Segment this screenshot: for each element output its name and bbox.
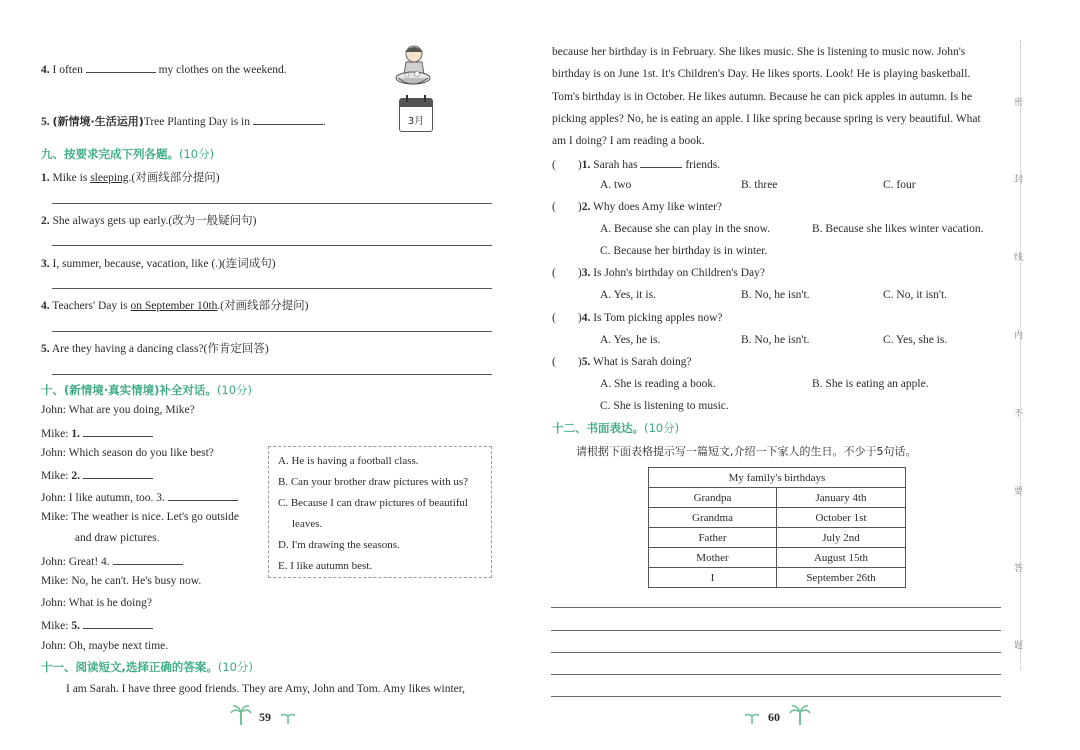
dialog-text: What is he doing? [68,597,152,609]
writing-line[interactable] [551,607,1001,608]
section-11-title: 十一、阅读短文,选择正确的答案。(10分) [41,660,253,674]
dialog-text: I like autumn, too. 3. [68,492,165,504]
question-text: Sarah has [593,159,638,171]
dialog-line [41,532,160,544]
option-a[interactable]: A. two [600,179,632,191]
answer-blank[interactable] [640,157,682,168]
option-b[interactable]: B. No, he isn't. [741,334,810,346]
margin-char: 要 [1014,487,1024,497]
option-b: B. Can your brother draw pictures with us? [278,476,469,488]
answer-blank[interactable] [253,114,323,125]
section-10-title: 十、(新情境·真实情境)补全对话。(10分) [41,383,252,397]
answer-blank[interactable] [86,62,156,73]
s9-question-1: 1. Mike is sleeping.(对画线部分提问) [41,172,220,184]
answer-blank[interactable] [83,468,153,479]
dialog-speaker: Mike: [41,575,69,587]
answer-paren-open: ( [552,312,556,324]
dialog-line [41,404,195,416]
s9-question-4: 4. Teachers' Day is on September 10th.(对画线部分提问) [41,300,309,312]
page-number: 60 [768,710,780,724]
palm-tree-icon [230,704,252,726]
option-a[interactable]: A. Yes, he is. [600,334,661,346]
family-birthdays-table [648,467,906,588]
dialog-text: 5. [71,620,80,632]
writing-line[interactable] [551,696,1001,697]
table-row: I September 26th [649,568,906,588]
calendar-icon [399,98,433,132]
dialog-line [41,490,238,504]
passage-line: because her birthday is in February. She likes music. She is listening to music now. John's [552,46,966,58]
table-row: Grandma October 1st [649,508,906,528]
answer-paren-close: ) [577,159,582,171]
table-row: Grandpa January 4th [649,488,906,508]
question-5-fill: 5. (新情境·生活运用)Tree Planting Day is in . [41,115,326,128]
writing-line[interactable] [551,652,1001,653]
answer-line[interactable] [52,245,492,246]
margin-char: 密 [1014,98,1024,108]
answer-line[interactable] [52,331,492,332]
options-box [268,446,492,578]
option-d: D. I'm drawing the seasons. [278,539,400,551]
option-e: E. I like autumn best. [278,560,373,572]
answer-paren-close: ) [577,356,582,368]
answer-paren-open: ( [552,201,556,213]
dialog-speaker: Mike: [41,511,69,523]
palm-tree-icon [789,704,811,726]
answer-line[interactable] [52,374,492,375]
section-9-title: 九、按要求完成下列各题。(10分) [41,147,215,161]
section-12-title: 十二、书面表达。(10分) [552,421,680,435]
binding-margin [1020,40,1032,670]
option-a[interactable]: A. She is reading a book. [600,378,716,390]
question-4 [552,312,722,324]
passage-line: am I doing? I am reading a book. [552,135,705,147]
dialog-text: and draw pictures. [74,532,160,544]
dialog-text: Great! 4. [68,556,110,568]
writing-instruction: 请根据下面表格提示写一篇短文,介绍一下家人的生日。不少于5句话。 [576,445,917,458]
option-c-cont: leaves. [292,518,323,530]
dialog-text: 1. [71,428,80,440]
dialog-text: The weather is nice. Let's go outside [71,511,239,523]
option-b[interactable]: B. She is eating an apple. [812,378,929,390]
table-title: My family's birthdays [649,468,906,488]
question-2 [552,201,722,213]
s9-question-2: 2. She always gets up early.(改为一般疑问句) [41,215,257,227]
dialog-speaker: John: [41,404,66,416]
palm-tree-icon [281,710,295,724]
table-row: Mother August 15th [649,548,906,568]
answer-line[interactable] [52,288,492,289]
question-number: 1. [581,159,591,171]
answer-blank[interactable] [113,554,183,565]
option-c: C. Because I can draw pictures of beautiful [278,497,468,509]
dialog-line [41,575,201,587]
right-page [540,0,1080,750]
answer-line[interactable] [52,203,492,204]
dialog-line [41,511,239,523]
answer-paren-close: ) [577,267,582,279]
washing-clothes-icon [392,44,434,92]
option-b[interactable]: B. No, he isn't. [741,289,810,301]
margin-char: 线 [1014,253,1024,263]
s9-question-5: 5. Are they having a dancing class?(作肯定回答) [41,343,269,355]
margin-char: 题 [1014,641,1024,651]
question-text: Is John's birthday on Children's Day? [593,267,766,279]
passage-line: birthday is on June 1st. It's Children's Day. He likes sports. Look! He is playing basketball. [552,68,971,80]
answer-blank[interactable] [83,618,153,629]
dialog-line [41,554,183,568]
question-number: 5. [581,356,591,368]
dialog-text: Oh, maybe next time. [68,640,169,652]
question-5 [552,356,692,368]
question-1 [552,157,720,171]
option-c[interactable]: C. Because her birthday is in winter. [600,245,768,257]
answer-paren-open: ( [552,267,556,279]
option-c[interactable]: C. She is listening to music. [600,400,729,412]
dialog-speaker: John: [41,556,66,568]
answer-blank[interactable] [83,426,153,437]
dialog-speaker: John: [41,640,66,652]
dialog-line [41,618,153,632]
dialog-line [41,426,153,440]
answer-blank[interactable] [168,490,238,501]
answer-paren-close: ) [577,312,582,324]
dialog-line [41,597,152,609]
question-3 [552,267,765,279]
palm-tree-icon [745,710,759,724]
dialog-line [41,640,168,652]
option-c[interactable]: C. four [883,179,916,191]
answer-paren-open: ( [552,356,556,368]
calendar-label: 3月 [407,116,425,127]
dialog-speaker: Mike: [41,620,69,632]
question-tail: friends. [685,159,721,171]
dialog-line [41,468,153,482]
option-c[interactable]: C. No, it isn't. [883,289,948,301]
margin-char: 不 [1014,409,1024,419]
passage-line: Tom's birthday is in October. He likes autumn. Because he can pick apples in autumn. Is he [552,91,972,103]
dialog-speaker: John: [41,447,66,459]
writing-line[interactable] [551,674,1001,675]
option-a[interactable]: A. Because she can play in the snow. [600,223,771,235]
passage-line: picking apples? No, he is eating an apple. I like spring because spring is very beautiful. What [552,113,981,125]
answer-paren-open: ( [552,159,556,171]
dialog-speaker: Mike: [41,428,69,440]
question-number: 2. [581,201,591,213]
dialog-speaker: John: [41,492,66,504]
option-a[interactable]: A. Yes, it is. [600,289,656,301]
question-text: Is Tom picking apples now? [593,312,723,324]
dialog-speaker: Mike: [41,470,69,482]
question-number: 3. [581,267,591,279]
dialog-text: Which season do you like best? [68,447,214,459]
margin-char: 封 [1014,175,1024,185]
margin-char: 内 [1014,331,1024,341]
dialog-text: What are you doing, Mike? [68,404,195,416]
table-row: Father July 2nd [649,528,906,548]
answer-paren-close: ) [577,201,582,213]
s9-question-3: 3. I, summer, because, vacation, like (.)(连词成句) [41,258,276,270]
option-b[interactable]: B. Because she likes winter vacation. [812,223,984,235]
option-a: A. He is having a football class. [278,455,419,467]
option-c[interactable]: C. Yes, she is. [883,334,948,346]
question-4-fill: 4. I often my clothes on the weekend. [41,64,287,76]
margin-char: 答 [1014,564,1024,574]
dialog-line [41,447,214,459]
question-number: 4. [581,312,591,324]
page-number: 59 [259,710,271,724]
option-b[interactable]: B. three [741,179,778,191]
dialog-text: 2. [71,470,80,482]
question-text: What is Sarah doing? [592,356,692,368]
question-text: Why does Amy like winter? [592,201,723,213]
dialog-text: No, he can't. He's busy now. [71,575,202,587]
writing-line[interactable] [551,630,1001,631]
dialog-speaker: John: [41,597,66,609]
passage-first-line: I am Sarah. I have three good friends. They are Amy, John and Tom. Amy likes winter, [66,683,466,695]
